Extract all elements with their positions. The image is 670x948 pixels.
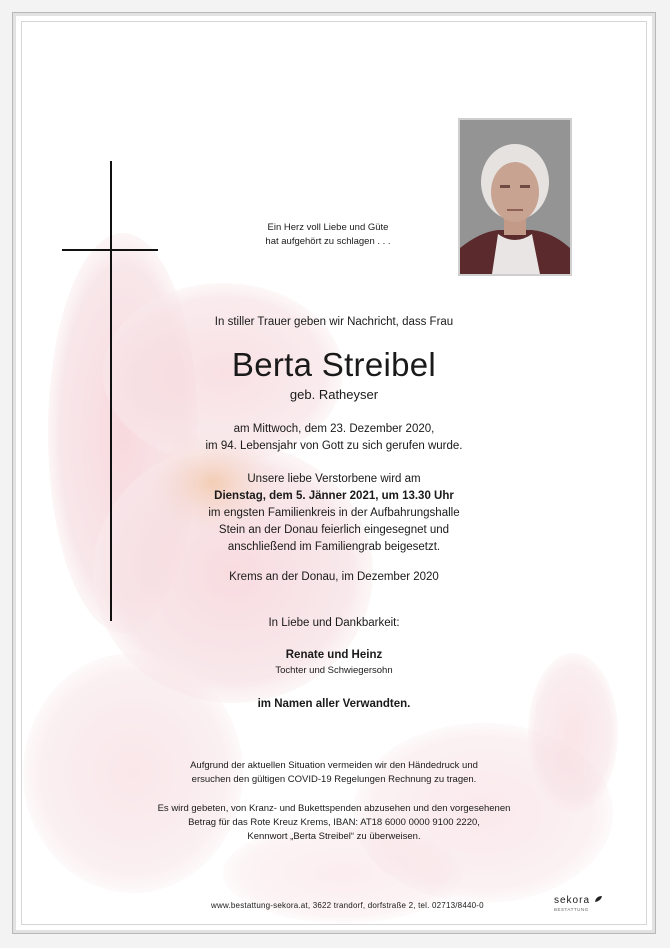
mourner-relation: Tochter und Schwiegersohn xyxy=(275,665,393,676)
covid-notice: Aufgrund der aktuellen Situation vermeiden wir den Händedruck und ersuchen den gültigen COVID-19 Regelungen Rechnung zu tragen. xyxy=(190,760,478,785)
logo-subtitle: BESTATTUNG xyxy=(554,907,589,912)
death-info: am Mittwoch, dem 23. Dezember 2020, im 94. Lebensjahr von Gott zu sich gerufen wurde. xyxy=(205,423,463,452)
relatives-line: im Namen aller Verwandten. xyxy=(257,698,411,710)
deceased-name: Berta Streibel xyxy=(231,346,437,383)
leaf-icon xyxy=(594,895,603,903)
donation-notice: Es wird gebeten, von Kranz- und Bukettspenden abzusehen und den vorgesehenen Betrag für das Rote Kreuz Krems, IBAN: AT18 6000 0000 9100 2220, Kennwort „Berta Streibel“ zu überweisen. xyxy=(157,803,511,842)
place-date: Krems an der Donau, im Dezember 2020 xyxy=(229,571,439,583)
cross-icon-bar xyxy=(62,249,158,251)
obituary-sheet xyxy=(12,12,656,934)
maiden-name: geb. Ratheyser xyxy=(289,387,379,402)
footer-contact: www.bestattung-sekora.at, 3622 trandorf, dorfstraße 2, tel. 02713/8440-0 xyxy=(211,901,484,910)
portrait-photo xyxy=(458,118,572,276)
sekora-logo: sekora xyxy=(554,895,603,906)
gratitude-line: In Liebe und Dankbarkeit: xyxy=(268,617,400,629)
intro-quote: Ein Herz voll Liebe und Güte hat aufgehört zu schlagen . . . xyxy=(265,222,391,247)
announcement-text: In stiller Trauer geben wir Nachricht, dass Frau xyxy=(214,316,454,328)
mourner-names: Renate und Heinz xyxy=(285,649,383,661)
funeral-date: Dienstag, dem 5. Jänner 2021, um 13.30 Uhr xyxy=(214,490,454,502)
funeral-info: Unsere liebe Verstorbene wird am Dienstag, dem 5. Jänner 2021, um 13.30 Uhr im engsten Familienkreis in der Aufbahrungshalle Stein an der Donau feierlich eingesegnet und anschließend im Familiengrab beigesetzt. xyxy=(13,471,655,556)
